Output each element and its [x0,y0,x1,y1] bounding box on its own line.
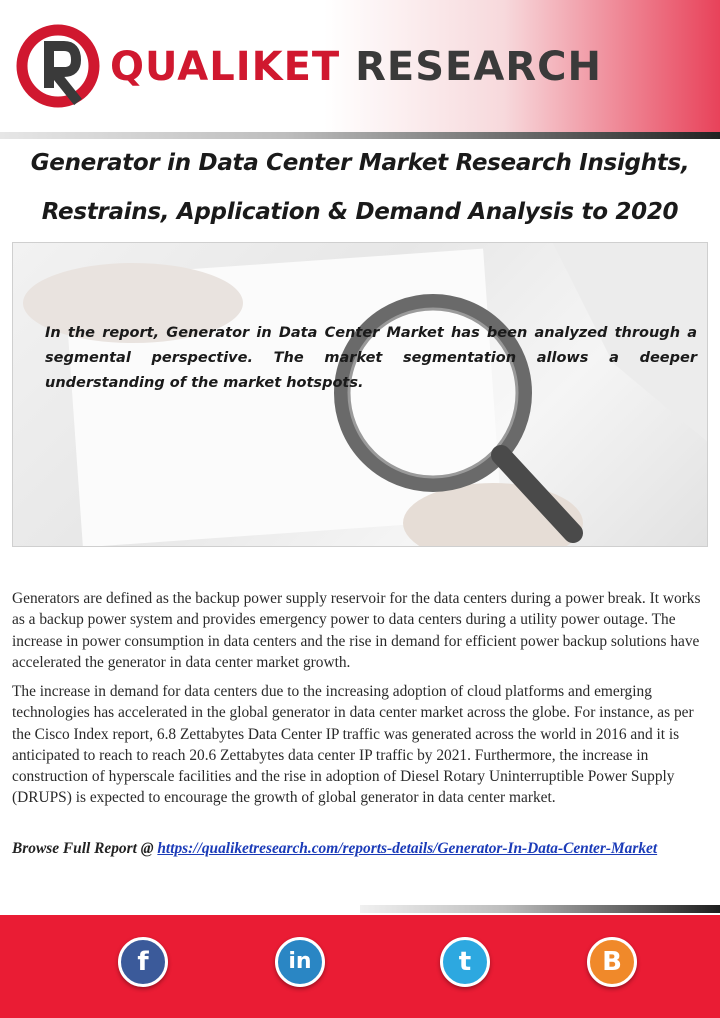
twitter-button[interactable] [440,937,490,987]
browse-label: Browse Full Report @ [12,840,158,857]
hero-summary: In the report, Generator in Data Center Market has been analyzed through a segmental perspective. The market segmentation allows a deeper understanding of the market hotspots. [45,325,697,391]
body-paragraph-2: The increase in demand for data centers due to the increasing adoption of cloud platforms and emerging technologies has accelerated in the global generator in data center market across the globe. For instance, as per the Cisco Index report, 6.8 Zettabytes Data Center IP traffic was generated across the world in 2016 and it is anticipated to reach to reach 20.6 Zettabytes data center IP traffic by 2021. Furthermore, the increase in construction of hyperscale facilities and the rise in adoption of Diesel Rotary Uninterruptible Power Supply (DRUPS) is expected to encourage the growth of global generator in data center market. [12,683,694,807]
header-divider [0,132,720,139]
body-paragraph-1: Generators are defined as the backup power supply reservoir for the data centers during a power break. It works as a backup power system and provides emergency power to data centers during a utility power outage. The increase in power consumption in data centers and the rise in demand for efficient power backup solutions have accelerated the generator in data center market growth. [12,590,701,671]
hero-image-panel [12,242,708,547]
header-banner [0,0,720,132]
linkedin-button[interactable] [275,937,325,987]
browse-full-report [12,838,708,860]
facebook-button[interactable] [118,937,168,987]
blogger-button[interactable] [587,937,637,987]
facebook-icon: f [137,947,149,977]
qualiket-logo-icon [14,22,104,112]
brand-name-part2: RESEARCH [355,44,602,90]
footer-divider [360,905,720,913]
brand-name [110,44,602,90]
page-title-line2: Restrains, Application & Demand Analysis to 2020 [41,199,679,225]
report-link[interactable]: https://qualiketresearch.com/reports-details/Generator-In-Data-Center-Market [157,840,658,857]
blogger-icon: B [602,947,622,977]
linkedin-icon: in [288,949,312,974]
brand-name-part1: QUALIKET [110,44,341,90]
twitter-icon: t [458,947,472,977]
page-title-line1: Generator in Data Center Market Research Insights, [30,150,690,176]
